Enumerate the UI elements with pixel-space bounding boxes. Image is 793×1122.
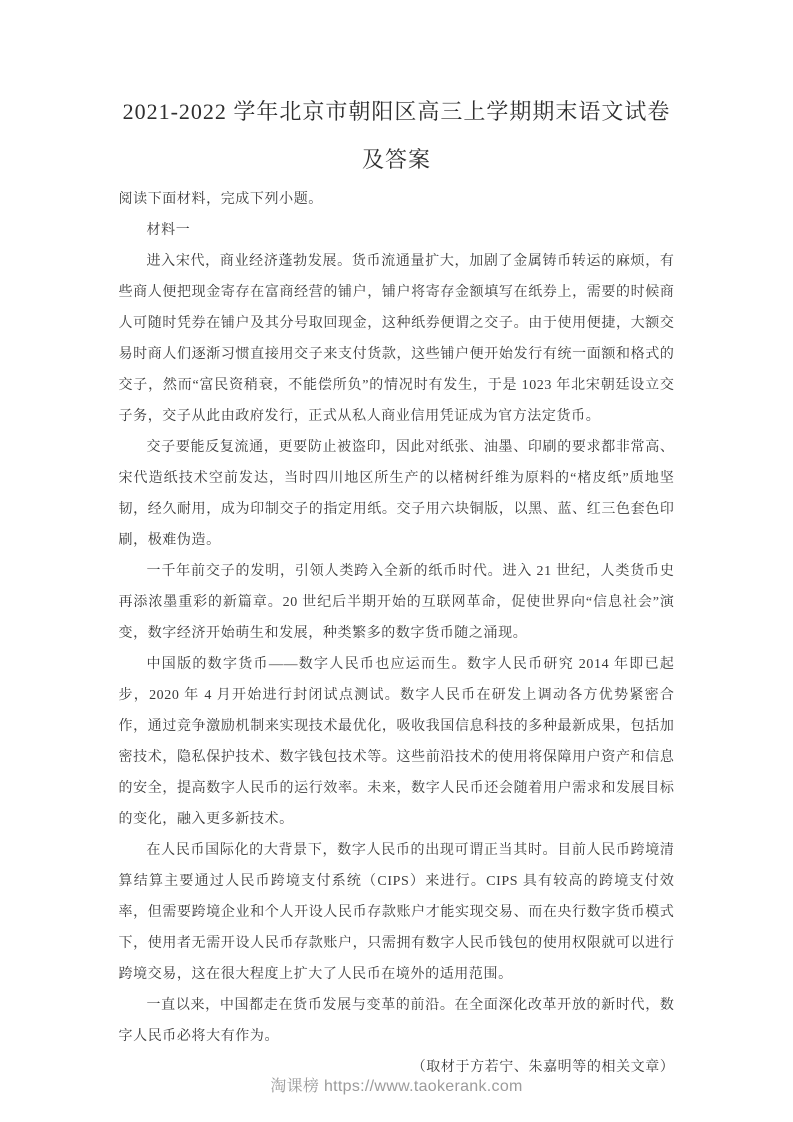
paragraph-3: 一千年前交子的发明，引领人类跨入全新的纸币时代。进入 21 世纪，人类货币史再添浓墨重彩的新篇章。20 世纪后半期开始的互联网革命，促使世界向“信息社会”演变，数字经济开始萌生和发展，种类繁多的数字货币随之涌现。	[118, 564, 675, 641]
document-content	[119, 0, 675, 1083]
footer-site-link[interactable]: 淘课榜 https://www.taokerank.com	[270, 1078, 523, 1095]
material-label: 材料一	[146, 223, 191, 238]
page-title: 2021-2022 学年北京市朝阳区高三上学期期末语文试卷及答案	[122, 99, 671, 172]
paragraph-1: 进入宋代，商业经济蓬勃发展。货币流通量扩大，加剧了金属铸币转运的麻烦，有些商人便把现金寄存在富商经营的铺户，铺户将寄存金额填写在纸券上，需要的时候商人可随时凭券在铺户及其分号取回现金，这种纸券便谓之交子。由于使用便捷，大额交易时商人们逐渐习惯直接用交子来支付货款，这些铺户便开始发行有统一面额和格式的交子，然而“富民资稍衰，不能偿所负”的情况时有发生，于是 1023 年北宋朝廷设立交子务，交子从此由政府发行，正式从私人商业信用凭证成为官方法定货币。	[118, 254, 675, 424]
source-attribution: （取材于方若宁、朱嘉明等的相关文章）	[411, 1060, 675, 1075]
reading-instruction: 阅读下面材料，完成下列小题。	[118, 192, 323, 207]
paragraph-2: 交子要能反复流通，更要防止被盗印，因此对纸张、油墨、印刷的要求都非常高、宋代造纸技术空前发达，当时四川地区所生产的以楮树纤维为原料的“楮皮纸”质地坚韧，经久耐用，成为印制交子的指定用纸。交子用六块铜版，以黑、蓝、红三色套色印刷，极难伪造。	[118, 440, 675, 548]
paragraph-5: 在人民币国际化的大背景下，数字人民币的出现可谓正当其时。目前人民币跨境清算结算主要通过人民币跨境支付系统（CIPS）来进行。CIPS 具有较高的跨境支付效率，但需要跨境企业和个人开设人民币存款账户才能实现交易、而在央行数字货币模式下，使用者无需开设人民币存款账户，只需拥有数字人民币钱包的使用权限就可以进行跨境交易，这在很大程度上扩大了人民币在境外的适用范围。	[118, 843, 675, 982]
paragraph-6: 一直以来，中国都走在货币发展与变革的前沿。在全面深化改革开放的新时代，数字人民币必将大有作为。	[118, 998, 675, 1044]
page-footer	[0, 1073, 793, 1096]
paragraph-4: 中国版的数字货币——数字人民币也应运而生。数字人民币研究 2014 年即已起步，2020 年 4 月开始进行封闭试点测试。数字人民币在研发上调动各方优势紧密合作，通过竞争激励机制来实现技术最优化，吸收我国信息科技的多种最新成果，包括加密技术，隐私保护技术、数字钱包技术等。这些前沿技术的使用将保障用户资产和信息的安全，提高数字人民币的运行效率。未来，数字人民币还会随着用户需求和发展目标的变化，融入更多新技术。	[118, 657, 675, 827]
